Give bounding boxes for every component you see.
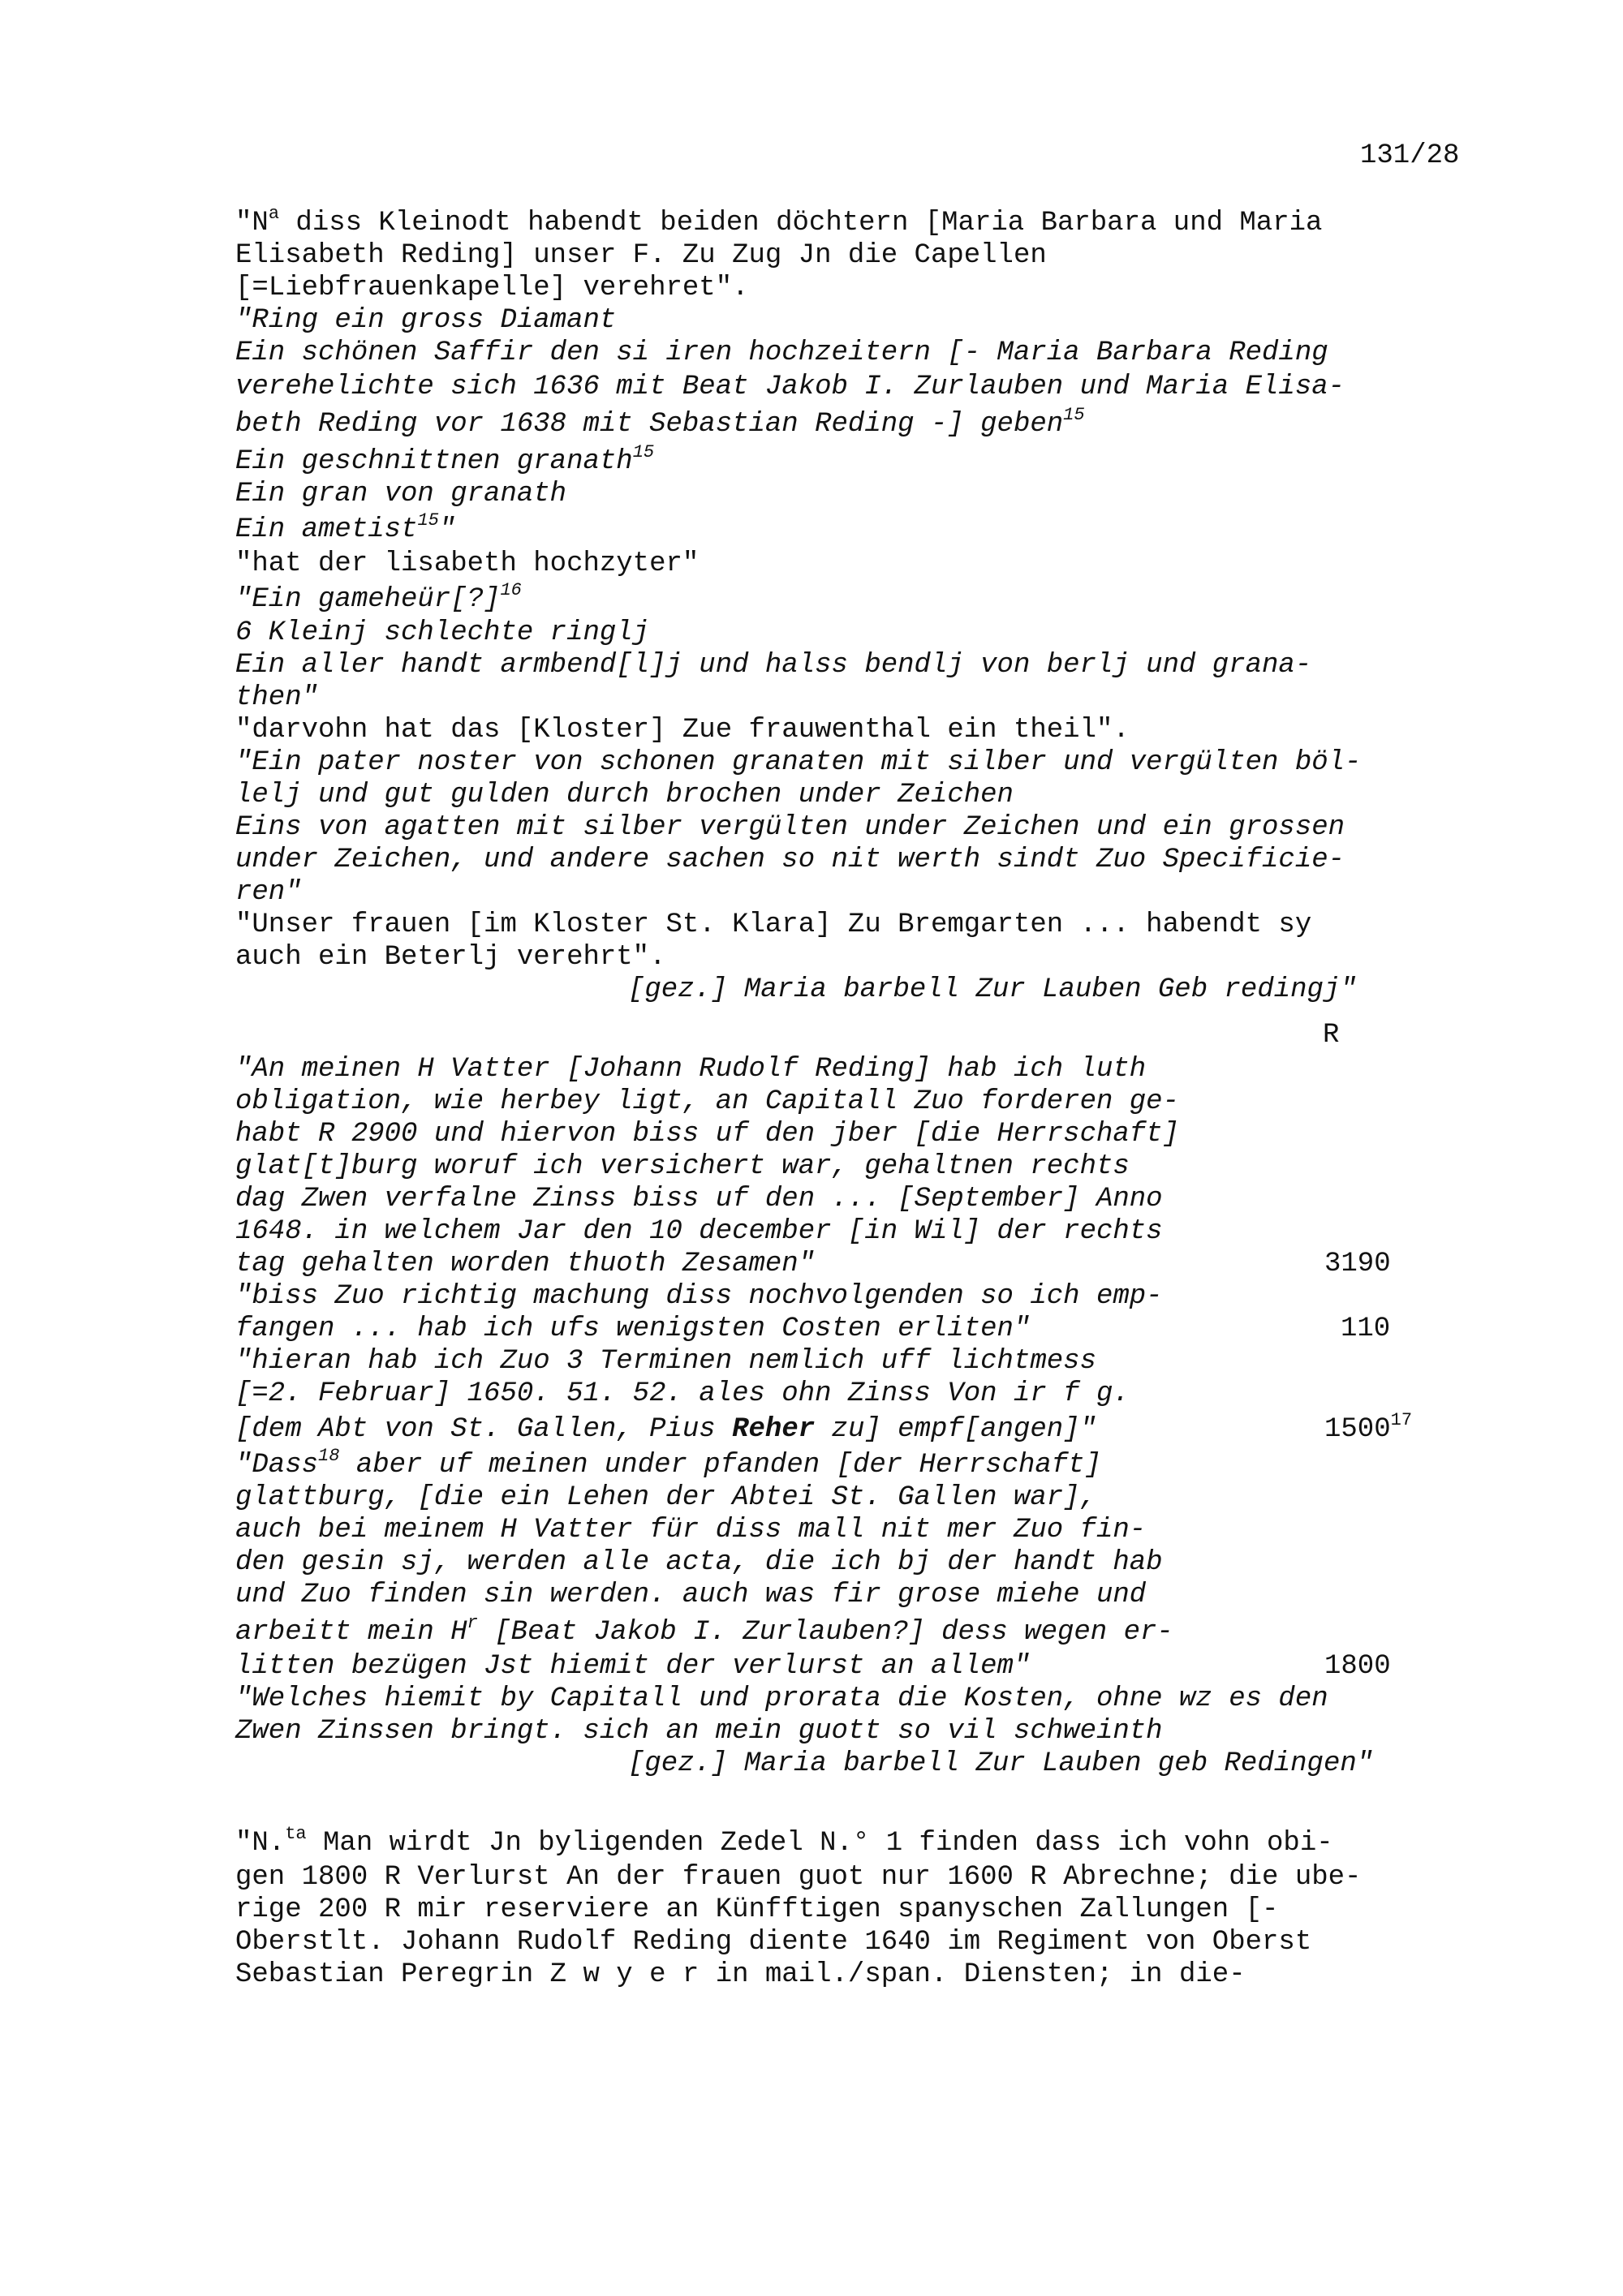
text-line: auch bei meinem H Vatter für diss mall nit mer Zuo fin- (235, 1515, 1147, 1546)
currency-header: R (1323, 1020, 1340, 1051)
text-line: Ein aller handt armbend[l]j und halss bendlj von berlj und grana- (235, 650, 1312, 681)
text-line: Ein gran von granath (235, 479, 567, 510)
amount: 3190 (1324, 1249, 1391, 1279)
text-line: gen 1800 R Verlurst An der frauen guot nur 1600 R Abrechne; die ube- (235, 1862, 1362, 1893)
text-line: "darvohn hat das [Kloster] Zue frauwenthal ein theil". (235, 715, 1130, 746)
text-line: habt R 2900 und hiervon biss uf den jber [die Herrschaft] (235, 1119, 1179, 1150)
text-line: "Unser frauen [im Kloster St. Klara] Zu Bremgarten ... habendt sy (235, 909, 1312, 940)
text-line: Eins von agatten mit silber vergülten under Zeichen und ein grossen (235, 812, 1345, 843)
amount: 1800 (1324, 1651, 1391, 1682)
text-line: lelj und gut gulden durch brochen under Zeichen (235, 780, 1014, 810)
text-line: dag Zwen verfalne Zinss biss uf den ... [September] Anno (235, 1184, 1163, 1215)
text-line: Elisabeth Reding] unser F. Zu Zug Jn die Capellen (235, 240, 1047, 271)
text-line: "Ein gameheür[?]$^{16}$ (235, 579, 522, 615)
text-line: den gesin sj, werden alle acta, die ich bj der handt hab (235, 1547, 1163, 1578)
page-number: 131/28 (1360, 140, 1460, 171)
text-line: Ein geschnittnen granath$^{15}$ (235, 441, 655, 477)
text-line: "N.$^{ta}$ Man wirdt Jn byligenden Zedel N.° 1 finden dass ich vohn obi- (235, 1823, 1333, 1859)
text-line: then" (235, 682, 319, 713)
text-line: Sebastian Peregrin Z w y e r in mail./span. Diensten; in die- (235, 1959, 1246, 1990)
text-line: Zwen Zinssen bringt. sich an mein guott so vil schweinth (235, 1716, 1163, 1747)
text-line: "Ring ein gross Diamant (235, 305, 617, 336)
text-line: 6 Kleinj schlechte ringlj (235, 617, 650, 648)
text-line: arbeitt mein $H^r$ [Beat Jakob I. Zurlauben?] dess wegen er- (235, 1612, 1173, 1648)
text-line: "An meinen H Vatter [Johann Rudolf Reding] hab ich luth (235, 1054, 1147, 1085)
text-line: glattburg, [die ein Lehen der Abtei St. Gallen war], (235, 1482, 1096, 1513)
text-line: und Zuo finden sin werden. auch was fir grose miehe und (235, 1580, 1147, 1610)
amount: 1500$^{17}$ (1324, 1409, 1413, 1445)
text-line: "hat der lisabeth hochzyter" (235, 548, 700, 579)
text-line: ren" (235, 877, 302, 908)
text-line: Ein schönen Saffir den si iren hochzeitern [- Maria Barbara Reding (235, 338, 1328, 368)
text-line: under Zeichen, und andere sachen so nit werth sindt Zuo Specificie- (235, 845, 1345, 875)
text-line: glat[t]burg woruf ich versichert war, gehaltnen rechts (235, 1151, 1130, 1182)
text-line: Oberstlt. Johann Rudolf Reding diente 1640 im Regiment von Oberst (235, 1927, 1312, 1958)
signature-line: [gez.] Maria barbell Zur Lauben Geb redingj" (628, 974, 1357, 1005)
text-line: "$N^a$ diss Kleinodt habendt beiden döchtern [Maria Barbara und Maria (235, 203, 1323, 239)
text-line: verehelichte sich 1636 mit Beat Jakob I. Zurlauben und Maria Elisa- (235, 372, 1345, 402)
text-line: "hieran hab ich Zuo 3 Terminen nemlich uff lichtmess (235, 1346, 1096, 1377)
text-line: auch ein Beterlj verehrt". (235, 942, 666, 973)
text-line: "Ein pater noster von schonen granaten mit silber und vergülten böl- (235, 747, 1362, 778)
text-line: [=2. Februar] 1650. 51. 52. ales ohn Zinss Von ir f g. (235, 1378, 1130, 1409)
text-line: "Dass$^{18}$ aber uf meinen under pfanden [der Herrschaft] (235, 1445, 1101, 1481)
text-line: "Welches hiemit by Capitall und prorata die Kosten, ohne wz es den (235, 1683, 1328, 1714)
amount: 110 (1341, 1314, 1391, 1344)
text-line: rige 200 R mir reserviere an Künfftigen spanyschen Zallungen [- (235, 1894, 1279, 1925)
text-line: fangen ... hab ich ufs wenigsten Costen erliten" (235, 1314, 1031, 1344)
text-line: beth Reding vor 1638 mit Sebastian Reding -] geben$^{15}$ (235, 404, 1085, 440)
text-line: tag gehalten worden thuoth Zesamen" (235, 1249, 816, 1279)
signature-line: [gez.] Maria barbell Zur Lauben geb Redingen" (628, 1748, 1374, 1779)
text-line: 1648. in welchem Jar den 10 december [in Wil] der rechts (235, 1216, 1163, 1247)
text-line: Ein ametist$^{15}$" (235, 510, 456, 545)
text-line: litten bezügen Jst hiemit der verlurst an allem" (235, 1651, 1031, 1682)
text-line: "biss Zuo richtig machung diss nochvolgenden so ich emp- (235, 1281, 1163, 1312)
text-line: obligation, wie herbey ligt, an Capitall Zuo forderen ge- (235, 1086, 1179, 1117)
text-line: [dem Abt von St. Gallen, Pius Reher zu] empf[angen]" (235, 1414, 1096, 1445)
text-line: [=Liebfrauenkapelle] verehret". (235, 273, 749, 303)
